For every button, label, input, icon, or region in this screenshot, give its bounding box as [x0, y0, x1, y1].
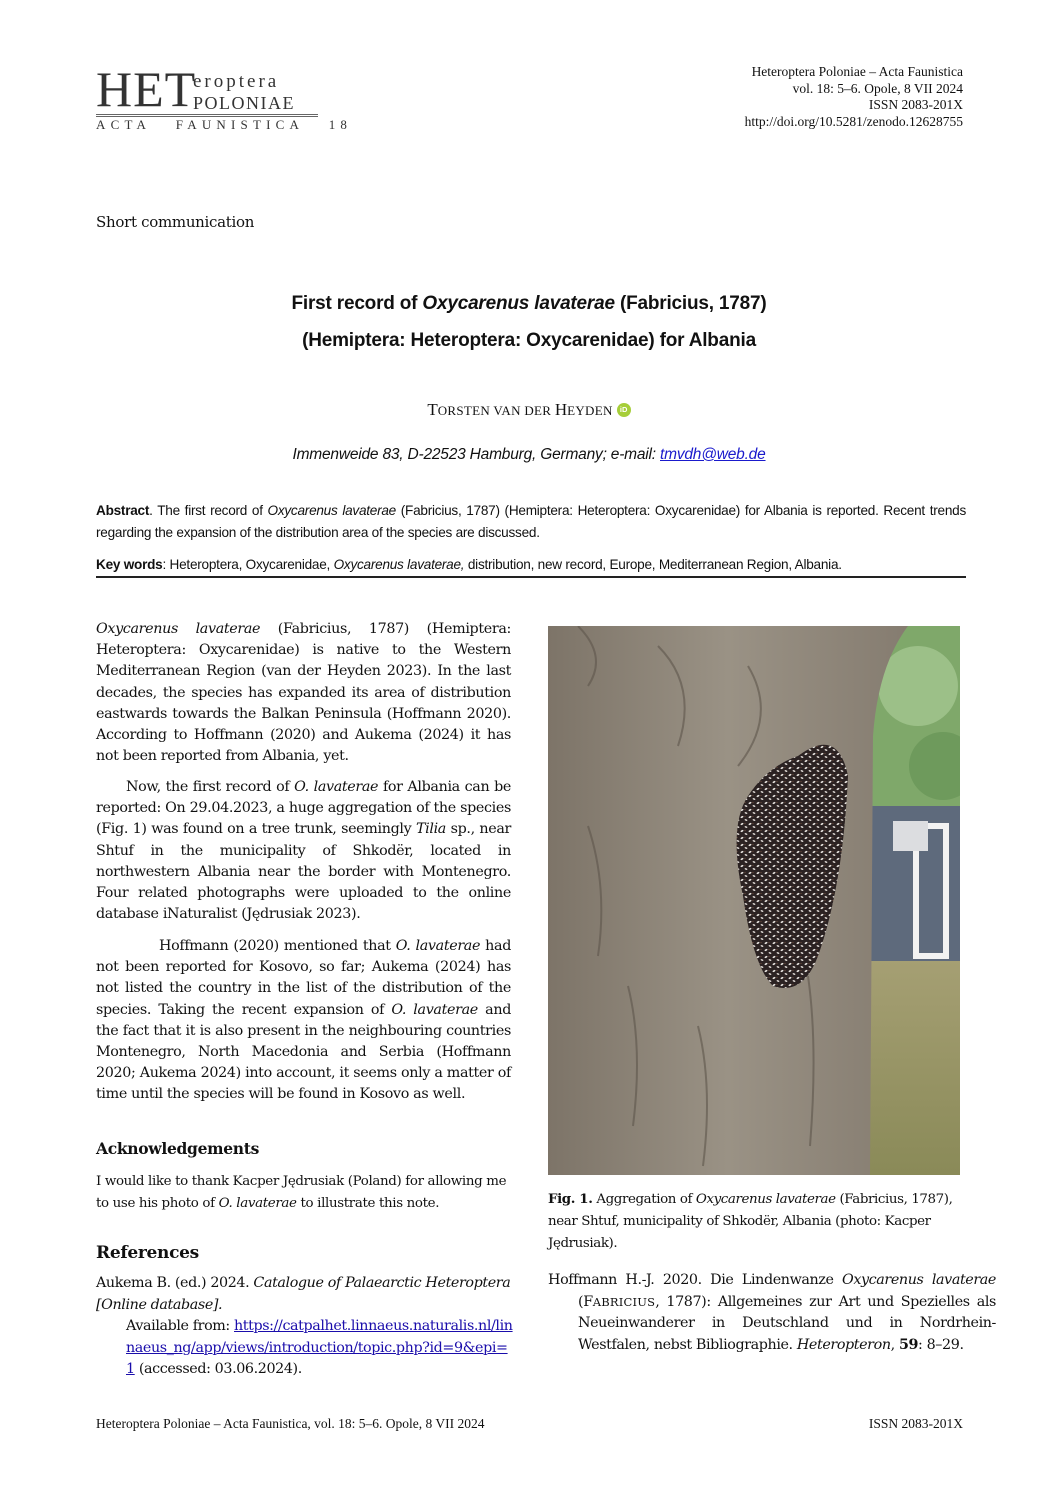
title-prefix: First record of: [291, 293, 423, 314]
header-meta: [745, 64, 963, 130]
figure-caption: [548, 1188, 968, 1255]
footer-issn: ISSN 2083-201X: [868, 1416, 963, 1431]
address-text: Immenweide 83, D-22523 Hamburg, Germany; e-mail:: [292, 446, 660, 463]
p3-text-2: had not been reported for Kosovo, so far; Aukema (2024) has not listed the country in the list of the distribution of the species. Taking the recent expansion of: [96, 938, 511, 1018]
section-divider: [96, 576, 966, 578]
ref2-text-2: , 1787): Allgemeines zur Art und Spezielles als Neueinwanderer in Deutschland und in Nordrhein-Westfalen, nebst Bibliographie.: [578, 1293, 996, 1353]
p3-species-1: O. lavaterae: [395, 938, 481, 954]
ref2-authors: Hoffmann H.-J. 2020. Die Lindenwanze: [548, 1272, 842, 1288]
author: [0, 400, 1058, 420]
acknowledgements-text: [96, 1171, 516, 1215]
reference-item: [548, 1270, 996, 1356]
logo-eroptera: eroptera: [193, 71, 280, 92]
p2-text-3: sp., near Shtuf in the municipality of Shkodër, located in northwestern Albania near the border with Montenegro. Four related photographs were uploaded to the online database iNaturalist (Jędrusiak 2023).: [96, 821, 511, 923]
caption-text-2: (Fabricius, 1787), near Shtuf, municipality of Shkodër, Albania (photo: Kacper Jędrusiak).: [548, 1192, 953, 1251]
title-species: Oxycarenus lavaterae: [422, 293, 615, 314]
keywords-label: Key words: [96, 557, 163, 572]
logo-acta: ACTA FAUNISTICA 18: [96, 117, 353, 132]
ref2-pages: : 8–29.: [918, 1336, 964, 1353]
acknowledgements-heading: Acknowledgements: [96, 1139, 260, 1158]
reference-item: [96, 1273, 514, 1381]
ref2-author-rest: ABRICIUS: [592, 1294, 656, 1309]
photo-foliage-blob: [878, 646, 958, 726]
abstract-text-2: (Fabricius, 1787) (Hemiptera: Heteroptera: Oxycarenidae) for Albania is reported. Recent trends regarding the expansion of the distribution area of the species are discussed.: [96, 503, 966, 540]
title-suffix: (Fabricius, 1787): [614, 293, 767, 314]
p2-text-2: for Albania can be reported: On 29.04.2023, a huge aggregation of the species (Fig. 1) was found on a tree trunk, seemingly: [96, 779, 511, 838]
photo-ac-unit: [893, 821, 928, 851]
ref1-url-link[interactable]: https://catpalhet.linnaeus.naturalis.nl/linnaeus_ng/app/views/introduction/topic.php?id=9&epi=1: [126, 1318, 513, 1377]
ref2-journal: Heteropteron: [796, 1336, 891, 1353]
body-paragraph-1: [96, 619, 511, 767]
logo-poloniae: POLONIAE: [193, 93, 295, 113]
ack-text-2: to illustrate this note.: [296, 1196, 440, 1211]
journal-logo: [96, 61, 353, 132]
ack-text-1: I would like to thank Kacper Jędrusiak (Poland) for allowing me to use his photo of: [96, 1174, 507, 1211]
abstract-label: Abstract: [96, 503, 150, 518]
body-paragraph-2: [96, 777, 511, 925]
ref1-available: Available from:: [126, 1318, 234, 1334]
ref2-author-initial: F: [583, 1293, 593, 1310]
p2-text-1: Now, the first record of: [126, 779, 295, 795]
ref2-volume: 59: [898, 1336, 919, 1353]
references-heading: References: [96, 1243, 199, 1263]
figure-photo: [548, 626, 960, 1175]
author-last-initial: H: [554, 400, 568, 419]
ref1-accessed: (accessed: 03.06.2024).: [134, 1361, 302, 1377]
p2-genus: Tilia: [415, 821, 446, 838]
ref2-species: Oxycarenus lavaterae: [842, 1272, 996, 1288]
article-type: Short communication: [96, 213, 255, 231]
figure-label: Fig. 1.: [548, 1191, 593, 1207]
p3-species-2: O. lavaterae: [391, 1001, 478, 1018]
body-paragraph-3: [96, 936, 511, 1106]
p3-text-3: and the fact that it is also present in the neighbouring countries Montenegro, North Macedonia and Serbia (Hoffmann 2020; Aukema 2024) into account, it seems only a matter of time until the species will be found in Kosovo as well.: [96, 1001, 511, 1103]
caption-species: Oxycarenus lavaterae: [695, 1192, 836, 1207]
ref1-title: Catalogue of Palaearctic Heteroptera [Online database].: [96, 1275, 511, 1313]
abstract: [96, 500, 966, 544]
ref2-text-1: (: [578, 1293, 584, 1310]
logo-het: HET: [96, 61, 197, 117]
keywords-species: Oxycarenus lavaterae,: [333, 557, 465, 572]
abstract-text: . The first record of: [149, 503, 268, 518]
photo-svg: [548, 626, 960, 1175]
p1-text: (Fabricius, 1787) (Hemiptera: Heteroptera: Oxycarenidae) is native to the Western Mediterranean Region (van der Heyden 2023). In the last decades, the species has expanded its area of distribution eastwards towards the Balkan Peninsula (Hoffmann 2020). According to Hoffmann (2020) and Aukema (2024) it has not been reported from Albania, yet.: [96, 621, 511, 765]
p1-species: Oxycarenus lavaterae: [96, 621, 261, 637]
keywords: [96, 556, 966, 574]
keywords-text: : Heteroptera, Oxycarenidae,: [162, 557, 334, 572]
article-title-line1: [0, 293, 1058, 315]
ref2-text-3: ,: [890, 1336, 899, 1353]
doi-link[interactable]: http://doi.org/10.5281/zenodo.12628755: [744, 113, 963, 129]
author-initial: T: [427, 400, 438, 419]
email-link[interactable]: tmvdh@web.de: [660, 446, 766, 463]
author-address: [0, 446, 1058, 464]
article-title-line2: (Hemiptera: Heteroptera: Oxycarenidae) for Albania: [302, 330, 756, 351]
journal-name: Heteroptera Poloniae – Acta Faunistica: [751, 64, 963, 79]
ref1-authors: Aukema B. (ed.) 2024.: [96, 1275, 254, 1291]
p3-text-1: Hoffmann (2020) mentioned that: [159, 938, 396, 954]
p2-species: O. lavaterae: [294, 779, 379, 795]
author-first: ORSTEN VAN DER: [437, 403, 555, 418]
keywords-text-2: distribution, new record, Europe, Mediterranean Region, Albania.: [464, 557, 842, 572]
journal-issn: ISSN 2083-201X: [868, 97, 963, 112]
caption-text-1: Aggregation of: [592, 1192, 696, 1207]
ack-species: O. lavaterae: [218, 1196, 297, 1211]
journal-volume: vol. 18: 5–6. Opole, 8 VII 2024: [792, 80, 963, 96]
photo-grass: [868, 961, 960, 1175]
footer-citation: Heteroptera Poloniae – Acta Faunistica, vol. 18: 5–6. Opole, 8 VII 2024: [96, 1416, 485, 1431]
orcid-icon[interactable]: iD: [617, 403, 631, 417]
author-last: EYDEN: [567, 403, 613, 418]
abstract-species: Oxycarenus lavaterae: [267, 503, 396, 518]
